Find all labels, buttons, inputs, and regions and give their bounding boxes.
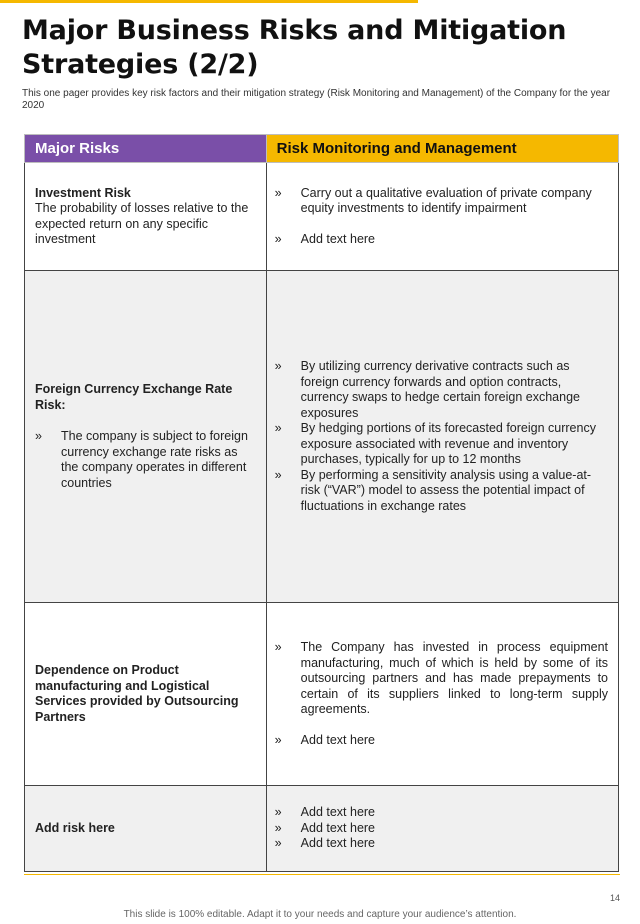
mitigation-item: » Add text here: [274, 231, 376, 246]
page-title: Major Business Risks and Mitigation Strategies (2/2): [22, 15, 567, 80]
risk-title: Foreign Currency Exchange Rate Risk:: [35, 382, 233, 412]
table-header-row: [25, 135, 619, 163]
bullet-chevron-icon: »: [274, 421, 282, 435]
bullet-chevron-icon: »: [274, 185, 282, 200]
bullet-chevron-icon: »: [274, 732, 282, 747]
risk-table: [24, 134, 619, 872]
footer-note: This slide is 100% editable. Adapt it to your needs and capture your audience’s attention.: [123, 909, 517, 920]
mitigation-item: » By hedging portions of its forecasted foreign currency exposure associated with revenue and inventory purchases, typically for up to 12 months: [274, 421, 596, 466]
table-row: [25, 271, 619, 603]
mitigation-item: » By utilizing currency derivative contracts such as foreign currency forwards and option contracts, currency swaps to hedge certain foreign exchange exposures: [274, 359, 580, 420]
mitigation-cell: [266, 271, 618, 603]
mitigation-item: » The Company has invested in process equipment manufacturing, much of which is held by some of its outsourcing partners and has made prepayments to certain of its suppliers linked to long-term supply agreements.: [274, 640, 608, 716]
bullet-chevron-icon: »: [274, 836, 282, 851]
mitigation-cell: [266, 603, 618, 786]
risk-cell: [25, 271, 267, 603]
table-row: [25, 786, 619, 872]
table-row: [25, 603, 619, 786]
mitigation-cell: [266, 786, 618, 872]
header-risk-monitoring: Risk Monitoring and Management: [266, 135, 618, 163]
risk-cell: [25, 163, 267, 271]
bullet-chevron-icon: »: [274, 231, 282, 246]
header-major-risks: Major Risks: [25, 135, 267, 163]
table-row: [25, 163, 619, 271]
mitigation-cell: [266, 163, 618, 271]
risk-title: Add risk here: [35, 820, 115, 835]
bullet-chevron-icon: »: [35, 429, 42, 443]
mitigation-item: » By performing a sensitivity analysis using a value-at-risk (“VAR”) model to assess the potential impact of fluctuations in exchange rates: [274, 467, 592, 513]
top-accent-bar: [0, 0, 418, 3]
mitigation-item: » Add text here: [274, 836, 376, 851]
page-subtitle: This one pager provides key risk factors and their mitigation strategy (Risk Monitoring and Management) of the Company for the year 2020: [22, 88, 611, 111]
bullet-chevron-icon: »: [274, 359, 282, 373]
mitigation-item: » Add text here: [274, 805, 376, 820]
mitigation-item: » Carry out a qualitative evaluation of private company equity investments to identify impairment: [274, 185, 592, 216]
bullet-chevron-icon: »: [274, 805, 282, 820]
risk-bullet: » The company is subject to foreign currency exchange rate risks as the company operates in different countries: [35, 429, 248, 490]
page-number: 14: [610, 893, 621, 903]
bullet-chevron-icon: »: [274, 640, 282, 654]
mitigation-item: » Add text here: [274, 732, 376, 747]
risk-description: The probability of losses relative to the expected return on any specific investment: [35, 201, 249, 246]
risk-title: Dependence on Product manufacturing and Logistical Services provided by Outsourcing Partners: [35, 663, 239, 724]
bullet-chevron-icon: »: [274, 820, 282, 835]
footer-divider: [24, 874, 620, 875]
bullet-chevron-icon: »: [274, 467, 282, 482]
mitigation-item: » Add text here: [274, 820, 376, 835]
risk-cell: [25, 603, 267, 786]
risk-title: Investment Risk: [35, 185, 131, 200]
risk-cell: [25, 786, 267, 872]
